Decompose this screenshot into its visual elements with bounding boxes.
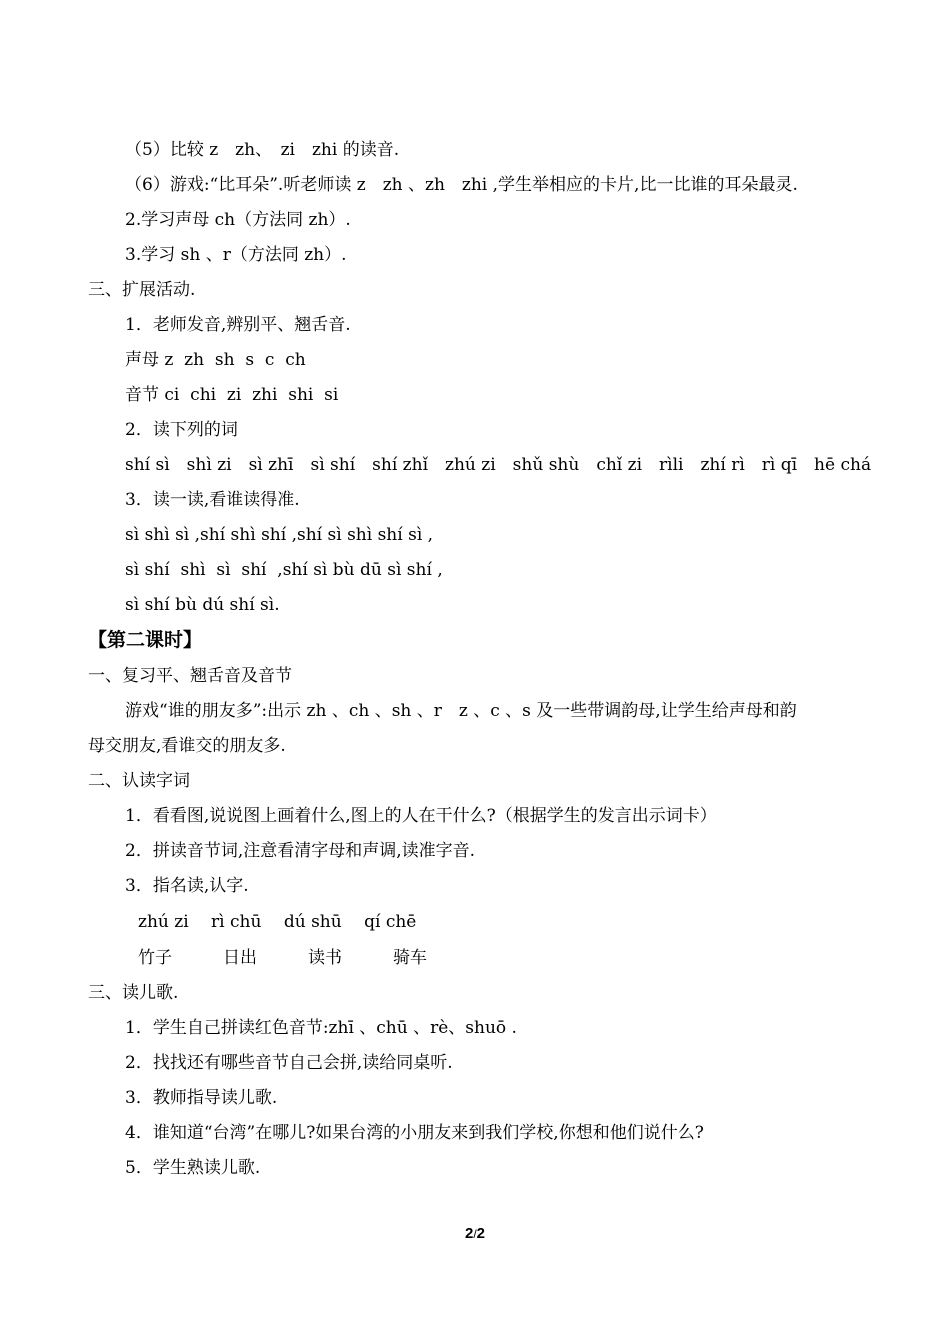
section-heading: 三、扩展活动.: [88, 280, 196, 300]
text-line: 1．看看图,说说图上画着什么,图上的人在干什么?（根据学生的发言出示词卡）: [125, 806, 717, 826]
page-number: [0, 1225, 950, 1242]
page-separator: /: [473, 1227, 477, 1241]
text-line: 音节 ci chi zi zhi shi si: [125, 385, 339, 405]
pinyin-line: shí sì shì zi sì zhī sì shí shí zhǐ zhú zi shǔ shù chǐ zi rìli zhí rì rì qī hē chá: [125, 455, 872, 475]
text-line: 5．学生熟读儿歌.: [125, 1158, 261, 1178]
text-line: 2．找找还有哪些音节自己会拼,读给同桌听.: [125, 1053, 453, 1073]
text-line: （6）游戏:“比耳朵”.听老师读 z zh 、zh zhi ,学生举相应的卡片,比一比谁的耳朵最灵.: [125, 175, 798, 195]
section-heading: 一、复习平、翘舌音及音节: [88, 666, 292, 686]
pinyin-line: sì shì sì ,shí shì shí ,shí sì shì shí sì ,: [125, 525, 434, 545]
text-line: （5）比较 z zh、 zi zhi 的读音.: [125, 140, 400, 160]
text-line: 1．学生自己拼读红色音节:zhī 、chū 、rè、shuō .: [125, 1018, 517, 1038]
text-line: 3．教师指导读儿歌.: [125, 1088, 278, 1108]
pinyin-line: zhú zi rì chū dú shū qí chē: [138, 912, 417, 932]
text-line: 2．拼读音节词,注意看清字母和声调,读准字音.: [125, 841, 476, 861]
text-line: 3．读一读,看谁读得准.: [125, 490, 300, 510]
text-line: 4．谁知道“台湾”在哪儿?如果台湾的小朋友来到我们学校,你想和他们说什么?: [125, 1123, 704, 1143]
text-line: 声母 z zh sh s c ch: [125, 350, 306, 370]
text-line: 游戏“谁的朋友多”:出示 zh 、ch 、sh 、r z 、c 、s 及一些带调韵母,让学生给声母和韵: [125, 701, 797, 721]
pinyin-line: sì shí bù dú shí sì.: [125, 595, 280, 615]
section-heading: 三、读儿歌.: [88, 983, 179, 1003]
page-current: 2: [464, 1225, 474, 1242]
text-line: 2.学习声母 ch（方法同 zh）.: [125, 210, 351, 230]
section-heading: 二、认读字词: [88, 771, 190, 791]
hanzi-line: 竹子 日出 读书 骑车: [138, 948, 427, 968]
text-line: 3．指名读,认字.: [125, 876, 249, 896]
pinyin-line: sì shí shì sì shí ,shí sì bù dū sì shí ,: [125, 560, 443, 580]
text-line: 母交朋友,看谁交的朋友多.: [88, 736, 286, 756]
lesson-heading: 【第二课时】: [88, 629, 203, 651]
text-line: 1．老师发音,辨别平、翘舌音.: [125, 315, 351, 335]
text-line: 3.学习 sh 、r（方法同 zh）.: [125, 245, 347, 265]
text-line: 2．读下列的词: [125, 420, 238, 440]
page-total: 2: [476, 1225, 486, 1242]
